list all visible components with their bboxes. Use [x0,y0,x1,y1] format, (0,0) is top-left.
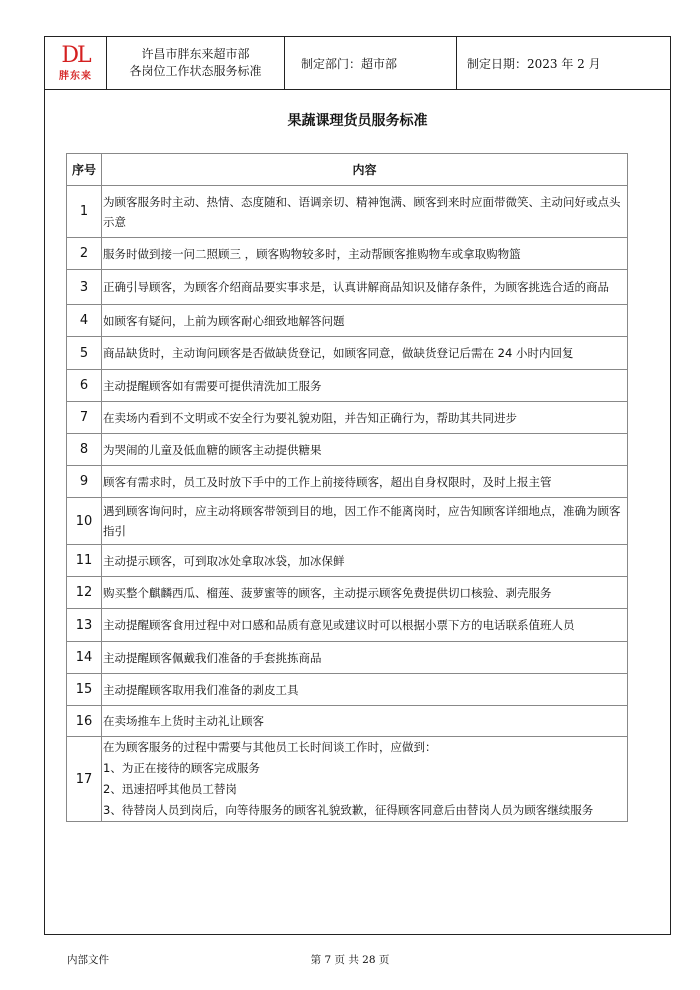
content-line: 主动提醒顾客佩戴我们准备的手套挑拣商品 [103,650,322,665]
row-number: 17 [67,737,102,822]
standards-table [66,153,628,822]
document-header [45,37,670,90]
row-number: 5 [67,337,102,370]
content-line: 2、迅速招呼其他员工替岗 [103,782,237,796]
table-row [67,609,628,642]
row-number: 1 [67,186,102,238]
table-row [67,545,628,577]
row-number: 9 [67,466,102,498]
content-line: 3、待替岗人员到岗后，向等待服务的顾客礼貌致歉，征得顾客同意后由替岗人员为顾客继续服务 [103,803,594,817]
table-row [67,270,628,305]
content-line: 为哭闹的儿童及低血糖的顾客主动提供糖果 [103,442,322,457]
row-number: 12 [67,577,102,609]
table-row [67,434,628,466]
row-number: 11 [67,545,102,577]
logo-mark: DL [61,42,90,68]
logo-text: 胖东来 [59,70,92,82]
org-line1: 许昌市胖东来超市部 [141,47,250,61]
company-logo [45,37,107,89]
content-line: 在卖场推车上货时主动礼让顾客 [103,714,264,728]
row-content [102,270,628,305]
content-line: 购买整个麒麟西瓜、榴莲、菠萝蜜等的顾客，主动提示顾客免费提供切口核验、剥壳服务 [103,585,552,600]
table-row [67,674,628,706]
row-number: 6 [67,370,102,402]
table-row [67,642,628,674]
row-content [102,642,628,674]
row-number: 10 [67,498,102,545]
row-content [102,337,628,370]
table-row [67,238,628,270]
table-row [67,305,628,337]
column-header-no: 序号 [67,154,102,186]
row-content [102,706,628,737]
content-line: 在卖场内看到不文明或不安全行为要礼貌劝阻，并告知正确行为，帮助其共同进步 [103,410,517,425]
row-content [102,370,628,402]
document-title: 果蔬课理货员服务标准 [287,113,428,129]
table-row [67,186,628,238]
organization-cell [107,37,285,89]
row-content [102,674,628,706]
row-number: 2 [67,238,102,270]
table-row [67,370,628,402]
row-content [102,434,628,466]
content-line: 商品缺货时，主动询问顾客是否做缺货登记，如顾客同意，做缺货登记后需在 24 小时内回复 [103,346,574,360]
date-cell: 制定日期：2023 年 2 月 [467,56,601,71]
org-line2: 各岗位工作状态服务标准 [129,64,262,78]
row-content [102,238,628,270]
row-number: 15 [67,674,102,706]
content-line: 顾客有需求时，员工及时放下手中的工作上前接待顾客，超出自身权限时，及时上报主管 [103,474,552,489]
row-content [102,737,628,822]
content-line: 主动提醒顾客如有需要可提供清洗加工服务 [103,378,322,393]
content-line: 服务时做到接一问二照顾三 ，顾客购物较多时，主动帮顾客推购物车或拿取购物篮 [103,246,521,261]
content-line: 为顾客服务时主动、热情、态度随和、语调亲切、精神饱满、顾客到来时应面带微笑、主动问好或点头示意 [103,194,621,229]
row-number: 14 [67,642,102,674]
footer-page-number: 第 7 页 共 28 页 [310,954,390,966]
table-header-row [67,154,628,186]
row-content [102,305,628,337]
table-row [67,466,628,498]
row-number: 4 [67,305,102,337]
row-content [102,186,628,238]
content-line: 在为顾客服务的过程中需要与其他员工长时间谈工作时，应做到： [103,740,437,754]
row-number: 13 [67,609,102,642]
row-number: 3 [67,270,102,305]
column-header-content: 内容 [102,154,628,186]
content-line: 遇到顾客询问时，应主动将顾客带领到目的地，因工作不能离岗时，应告知顾客详细地点，准确为顾客指引 [103,504,621,538]
table-row [67,337,628,370]
table-row [67,402,628,434]
row-number: 8 [67,434,102,466]
table-row [67,706,628,737]
table-row [67,498,628,545]
footer-internal-label: 内部文件 [67,954,109,966]
content-line: 主动提醒顾客取用我们准备的剥皮工具 [103,682,299,697]
content-line: 如顾客有疑问，上前为顾客耐心细致地解答问题 [103,313,345,328]
row-content [102,402,628,434]
row-content [102,609,628,642]
content-line: 正确引导顾客，为顾客介绍商品要实事求是，认真讲解商品知识及储存条件，为顾客挑选合适的商品 [103,280,609,294]
table-row [67,737,628,822]
row-content [102,545,628,577]
row-content [102,466,628,498]
document-frame [44,36,671,935]
row-content [102,577,628,609]
table-row [67,577,628,609]
content-line: 主动提醒顾客食用过程中对口感和品质有意见或建议时可以根据小票下方的电话联系值班人员 [103,618,575,632]
row-number: 16 [67,706,102,737]
row-number: 7 [67,402,102,434]
row-content [102,498,628,545]
content-line: 1、为正在接待的顾客完成服务 [103,761,260,775]
department-cell: 制定部门：超市部 [285,37,457,89]
content-line: 主动提示顾客，可到取冰处拿取冰袋，加冰保鲜 [103,553,345,568]
